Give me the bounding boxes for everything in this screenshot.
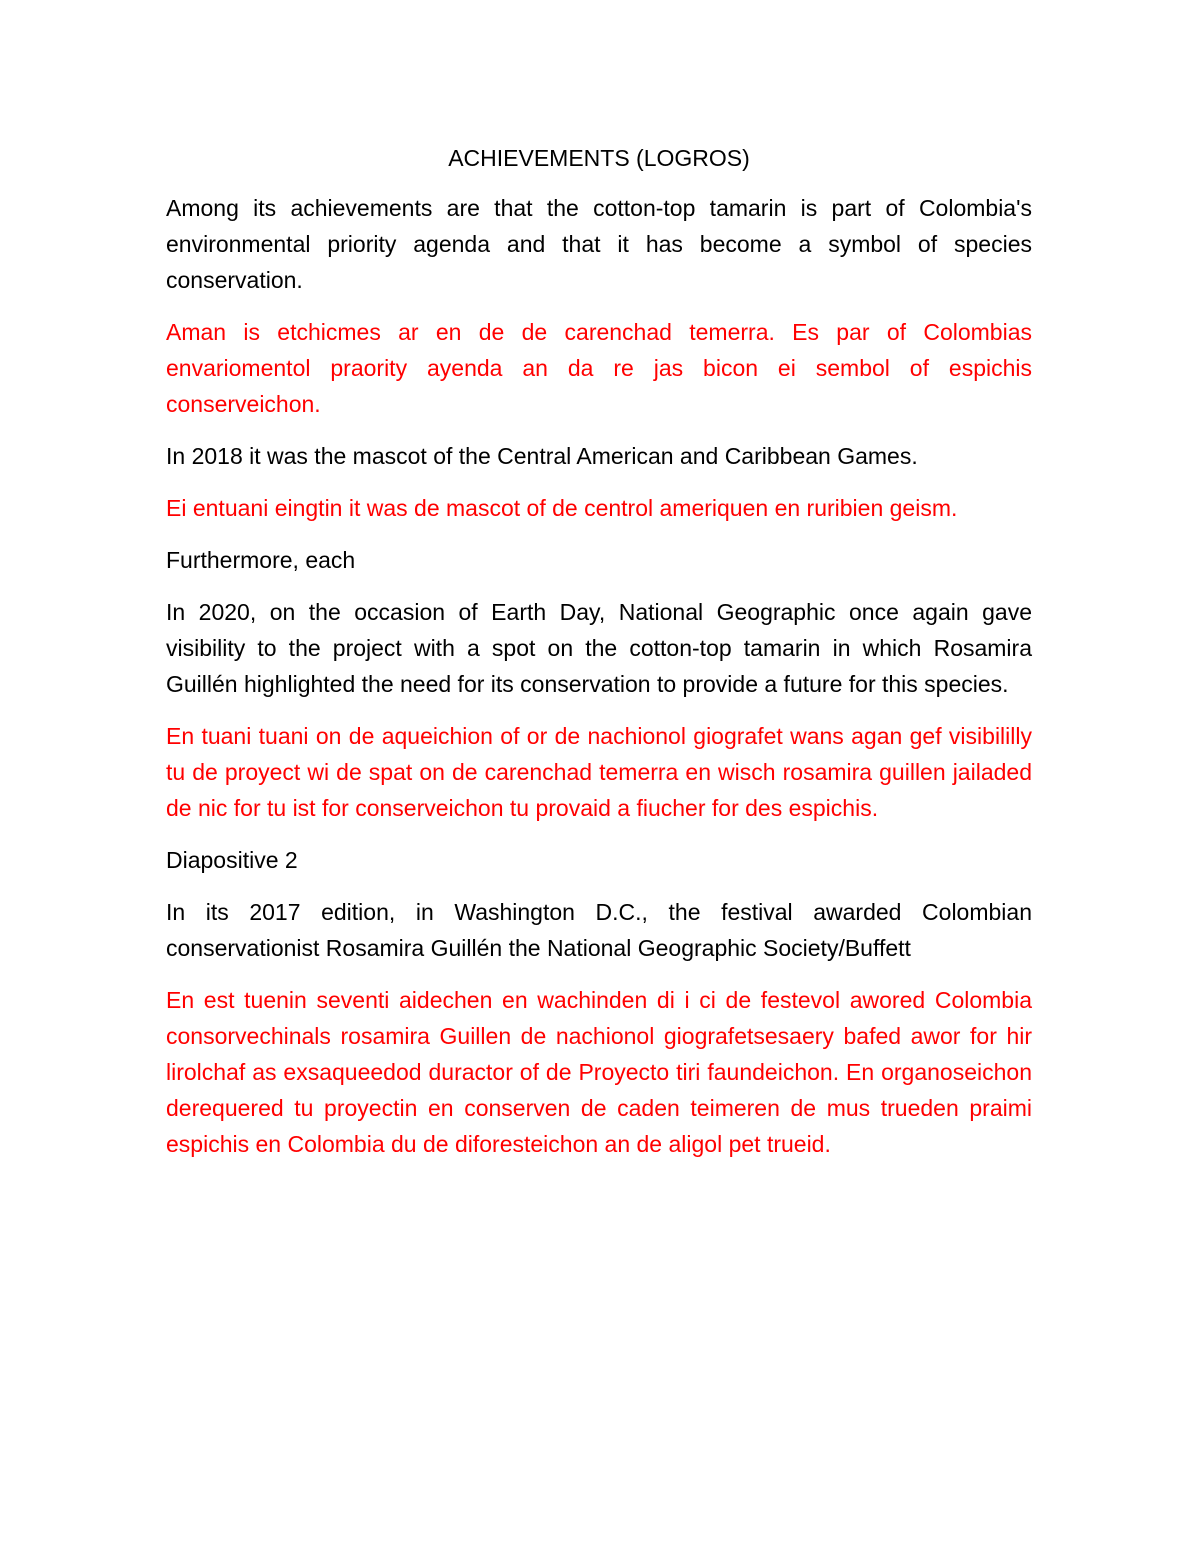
- paragraph-english-earth-day: In 2020, on the occasion of Earth Day, National Geographic once again gave visibility to the project with a spot on the cotton-top tamarin in which Rosamira Guillén highlighted the need for its conservation to provide a future for this species.: [166, 599, 1032, 697]
- paragraph-english-festival: In its 2017 edition, in Washington D.C., the festival awarded Colombian conservationist Rosamira Guillén the National Geographic Society/Buffett: [166, 899, 1032, 961]
- paragraph-diapositive: Diapositive 2: [166, 847, 298, 873]
- paragraph-phonetic-achievements: Aman is etchicmes ar en de de carenchad temerra. Es par of Colombias envariomentol praority ayenda an da re jas bicon ei sembol of espichis conserveichon.: [166, 319, 1032, 417]
- paragraph-furthermore: Furthermore, each: [166, 547, 356, 573]
- document-title: ACHIEVEMENTS (LOGROS): [448, 145, 750, 171]
- paragraph-english-mascot: In 2018 it was the mascot of the Central American and Caribbean Games.: [166, 443, 918, 469]
- paragraph-phonetic-mascot: Ei entuani eingtin it was de mascot of de centrol ameriquen en ruribien geism.: [166, 495, 958, 521]
- paragraph-phonetic-earth-day: En tuani tuani on de aqueichion of or de nachionol giografet wans agan gef visibililly tu de proyect wi de spat on de carenchad temerra en wisch rosamira guillen jailaded de nic for tu ist for conserveichon tu provaid a fiucher for des espichis.: [166, 723, 1032, 821]
- paragraph-phonetic-festival: En est tuenin seventi aidechen en wachinden di i ci de festevol awored Colombia consorvechinals rosamira Guillen de nachionol giografetsesaery bafed awor for hir lirolchaf as exsaqueedod duractor of de Proyecto tiri faundeichon. En organoseichon derequered tu proyectin en conserven de caden teimeren de mus trueden praimi espichis en Colombia du de diforesteichon an de aligol pet trueid.: [166, 987, 1032, 1157]
- paragraph-english-achievements: Among its achievements are that the cotton-top tamarin is part of Colombia's environmental priority agenda and that it has become a symbol of species conservation.: [166, 195, 1032, 293]
- document-body: [166, 140, 1032, 1178]
